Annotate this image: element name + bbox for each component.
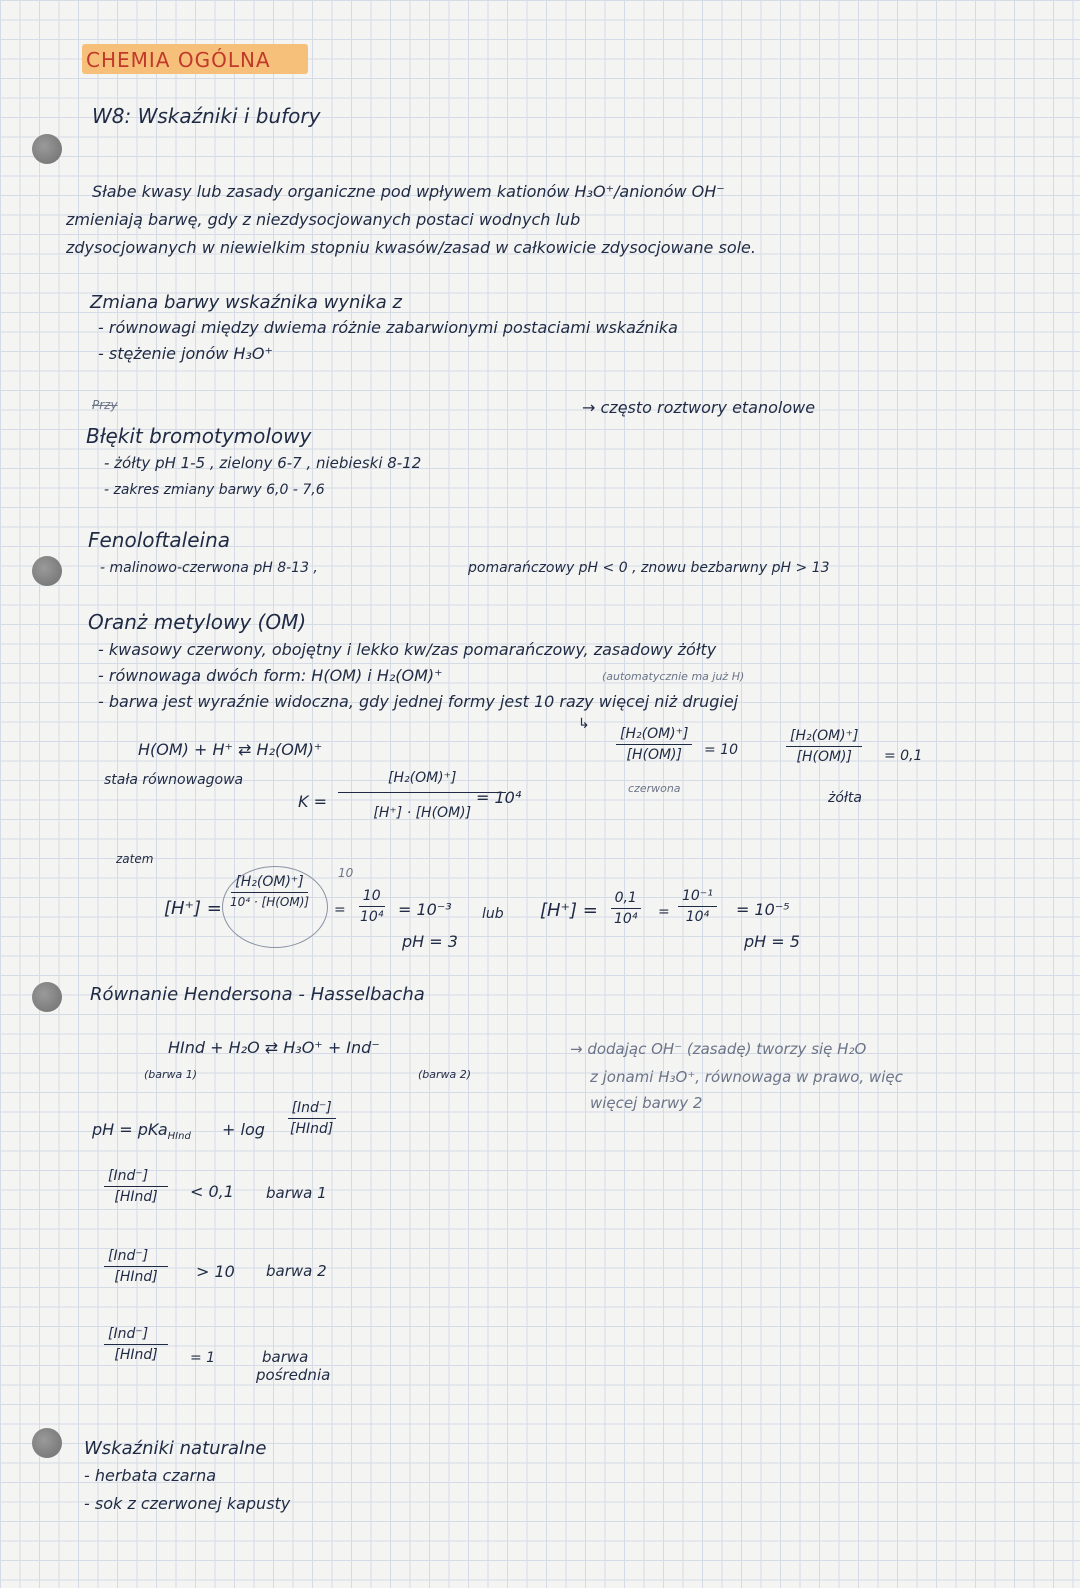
cond-2-num: [Ind⁻] <box>104 1248 168 1267</box>
hh-side-note-2: z jonami H₃O⁺, równowaga w prawo, więc <box>590 1068 903 1086</box>
hh-log-num: [Ind⁻] <box>288 1100 336 1119</box>
hh-side-note-3: więcej barwy 2 <box>590 1094 703 1112</box>
binder-hole-2 <box>32 556 62 586</box>
struck-word: Przy <box>92 398 118 412</box>
change-title: Zmiana barwy wskaźnika wynika z <box>90 292 403 313</box>
lecture-title: W8: Wskaźniki i bufory <box>92 104 321 128</box>
cond-2-result: barwa 2 <box>266 1262 327 1280</box>
hh-log-fraction <box>286 1100 337 1137</box>
cond-1-fraction <box>104 1168 168 1205</box>
k-num: [H₂(OM)⁺] <box>338 770 506 793</box>
k-value: = 10⁴ <box>476 788 522 807</box>
intro-line-3: zdysocjowanych w niewielkim stopniu kwasów/zasad w całkowicie zdysocjowane sole. <box>66 238 756 257</box>
course-title-highlight <box>82 44 308 74</box>
bromothymol-item-1: - żółty pH 1-5 , zielony 6-7 , niebieski 8-12 <box>104 454 422 472</box>
course-title: CHEMIA OGÓLNA <box>86 48 271 72</box>
hh-ph-text: pH = pKa <box>92 1120 168 1139</box>
calc-f3-den: 10⁴ <box>614 911 638 927</box>
cond-2-relation: > 10 <box>196 1262 235 1281</box>
k-den: [H⁺] · [H(OM)] <box>373 805 472 821</box>
cond-3-fraction <box>104 1326 168 1363</box>
intro-line-1: Słabe kwasy lub zasady organiczne pod wpływem kationów H₃O⁺/anionów OH⁻ <box>92 182 725 201</box>
hh-ph-sub: HInd <box>167 1131 191 1143</box>
cond-1-relation: < 0,1 <box>190 1182 234 1201</box>
cond-3-relation: = 1 <box>190 1350 216 1366</box>
methyl-item-3: - barwa jest wyraźnie widoczna, gdy jednej formy jest 10 razy więcej niż drugiej <box>98 692 739 711</box>
binder-hole-1 <box>32 134 62 164</box>
calc-fraction-2 <box>356 888 387 925</box>
cond-3-result-2: pośrednia <box>256 1366 331 1384</box>
ratio-red-color: czerwona <box>628 782 681 795</box>
hh-log-den: [HInd] <box>290 1121 334 1137</box>
calc-result-1: = 10⁻³ <box>398 900 452 919</box>
equilibrium-reaction: H(OM) + H⁺ ⇄ H₂(OM)⁺ <box>138 740 323 759</box>
cond-3-den: [HInd] <box>114 1347 158 1363</box>
hh-color-2: (barwa 2) <box>418 1068 472 1081</box>
cond-2-den: [HInd] <box>114 1269 158 1285</box>
so-label: zatem <box>116 852 154 866</box>
calc-fraction-3 <box>610 890 641 927</box>
binder-hole-4 <box>32 1428 62 1458</box>
calc-f4-den: 10⁴ <box>685 909 710 925</box>
ratio-red-num: [H₂(OM)⁺] <box>616 726 692 745</box>
phenolphthalein-line-b: pomarańczowy pH < 0 , znowu bezbarwny pH > 13 <box>468 560 830 576</box>
binder-hole-3 <box>32 982 62 1012</box>
calc-fraction-4 <box>678 888 717 925</box>
bromothymol-title: Błękit bromotymolowy <box>86 424 312 448</box>
natural-title: Wskaźniki naturalne <box>84 1438 267 1459</box>
calc-f2-den: 10⁴ <box>360 909 384 925</box>
arrow-down-right: ↳ <box>578 716 590 732</box>
cond-2-fraction <box>104 1248 168 1285</box>
cond-1-num: [Ind⁻] <box>104 1168 168 1187</box>
h-left-label: [H⁺] = <box>164 898 222 919</box>
cond-1-den: [HInd] <box>114 1189 158 1205</box>
ratio-fraction-red <box>616 726 692 763</box>
equilibrium-constant-label: stała równowagowa <box>104 772 244 788</box>
hh-title: Równanie Hendersona - Hasselbacha <box>90 984 425 1005</box>
methyl-auto-note: (automatycznie ma już H) <box>602 670 745 683</box>
calc-f2-num: 10 <box>359 888 385 907</box>
cond-3-num: [Ind⁻] <box>104 1326 168 1345</box>
calc-ph-2: pH = 5 <box>744 932 800 951</box>
hh-color-1: (barwa 1) <box>144 1068 198 1081</box>
change-item-2: - stężenie jonów H₃O⁺ <box>98 344 273 363</box>
ratio-yellow-color: żółta <box>828 790 863 806</box>
calc-eq-1: = <box>334 902 346 918</box>
ratio-yellow-value: = 0,1 <box>884 748 923 764</box>
ratio-red-value: = 10 <box>704 742 738 758</box>
calc-above-ten: 10 <box>338 866 354 880</box>
h-right-label: [H⁺] = <box>540 900 598 921</box>
calc-f3-num: 0,1 <box>611 890 641 909</box>
calc-eq-2: = <box>658 904 670 920</box>
hh-ph-lhs <box>92 1120 191 1142</box>
calc-fraction-1 <box>226 874 313 909</box>
natural-item-1: - herbata czarna <box>84 1466 217 1485</box>
hh-log: + log <box>222 1120 265 1139</box>
change-item-1: - równowagi między dwiema różnie zabarwionymi postaciami wskaźnika <box>98 318 678 337</box>
ratio-red-den: [H(OM)] <box>626 747 682 763</box>
methyl-item-2: - równowaga dwóch form: H(OM) i H₂(OM)⁺ <box>98 666 443 685</box>
methyl-item-1: - kwasowy czerwony, obojętny i lekko kw/zas pomarańczowy, zasadowy żółty <box>98 640 717 659</box>
ethanol-note: → często roztwory etanolowe <box>582 398 816 417</box>
bromothymol-item-2: - zakres zmiany barwy 6,0 - 7,6 <box>104 482 325 498</box>
calc-result-2: = 10⁻⁵ <box>736 900 790 919</box>
cond-3-result: barwa <box>262 1348 309 1366</box>
hh-side-note-1: → dodając OH⁻ (zasadę) tworzy się H₂O <box>570 1040 867 1058</box>
ratio-fraction-yellow <box>786 728 862 765</box>
calc-f4-num: 10⁻¹ <box>678 888 717 907</box>
calc-f1-den: 10⁴ · [H(OM)] <box>230 895 310 909</box>
hh-reaction: HInd + H₂O ⇄ H₃O⁺ + Ind⁻ <box>168 1038 380 1057</box>
natural-item-2: - sok z czerwonej kapusty <box>84 1494 291 1513</box>
calc-or: lub <box>482 906 504 922</box>
ratio-yellow-num: [H₂(OM)⁺] <box>786 728 862 747</box>
k-symbol: K = <box>298 792 327 811</box>
calc-ph-1: pH = 3 <box>402 932 458 951</box>
phenolphthalein-line-a: - malinowo-czerwona pH 8-13 , <box>100 560 318 576</box>
phenolphthalein-title: Fenoloftaleina <box>88 528 231 552</box>
intro-line-2: zmieniają barwę, gdy z niezdysocjowanych postaci wodnych lub <box>66 210 581 229</box>
ratio-yellow-den: [H(OM)] <box>796 749 852 765</box>
calc-f1-num: [H₂(OM)⁺] <box>231 874 307 893</box>
methyl-orange-title: Oranż metylowy (OM) <box>88 610 307 634</box>
cond-1-result: barwa 1 <box>266 1184 327 1202</box>
